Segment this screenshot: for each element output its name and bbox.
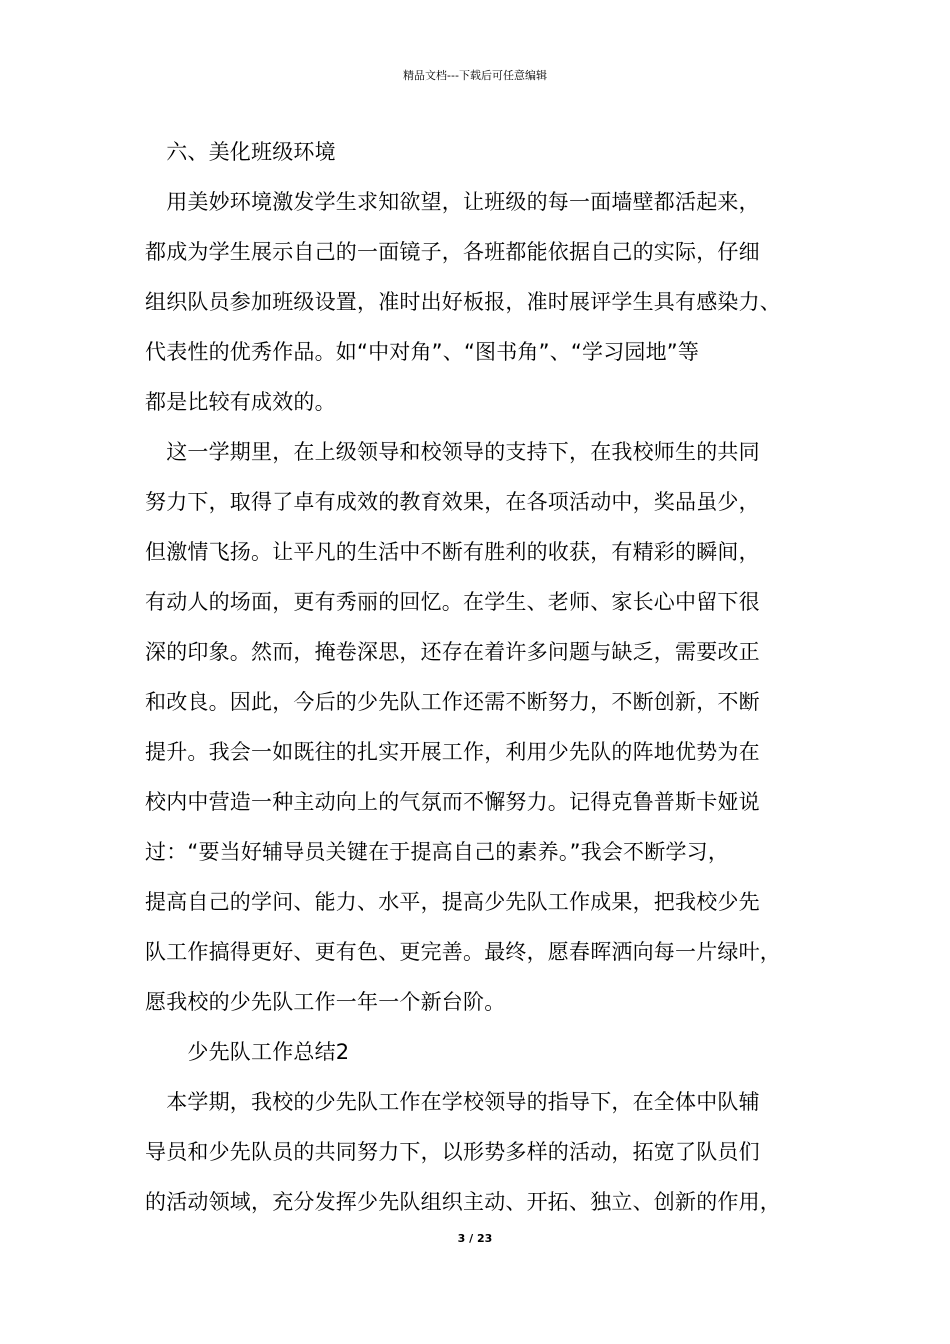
paragraph-line: 深的印象。然而，掩卷深思，还存在着许多问题与缺乏，需要改正	[145, 640, 760, 664]
paragraph-line: 努力下，取得了卓有成效的教育效果，在各项活动中，奖品虽少，	[145, 490, 760, 514]
paragraph-line: 都是比较有成效的。	[145, 390, 336, 414]
paragraph-line: 组织队员参加班级设置，准时出好板报，准时展评学生具有感染力、	[145, 290, 781, 314]
paragraph-line: 有动人的场面，更有秀丽的回忆。在学生、老师、家长心中留下很	[145, 590, 760, 614]
paragraph-line: 导员和少先队员的共同努力下，以形势多样的活动，拓宽了队员们	[145, 1140, 760, 1164]
paragraph-line: 用美妙环境激发学生求知欲望，让班级的每一面墙壁都活起来，	[145, 190, 760, 214]
paragraph-line: 过：“要当好辅导员关键在于提高自己的素养。”我会不断学习，	[145, 840, 730, 864]
paragraph-line: 愿我校的少先队工作一年一个新台阶。	[145, 990, 506, 1014]
paragraph-line: 校内中营造一种主动向上的气氛而不懈努力。记得克鲁普斯卡娅说	[145, 790, 760, 814]
section-title: 少先队工作总结2	[145, 1040, 350, 1064]
page-header: 精品文档---下载后可任意编辑	[403, 69, 547, 82]
paragraph-line: 这一学期里，在上级领导和校领导的支持下，在我校师生的共同	[145, 440, 760, 464]
paragraph-line: 代表性的优秀作品。如“中对角”、“图书角”、“学习园地”等	[145, 340, 700, 364]
paragraph-line: 但激情飞扬。让平凡的生活中不断有胜利的收获，有精彩的瞬间，	[145, 540, 760, 564]
section-heading: 六、美化班级环境	[145, 140, 336, 164]
paragraph-line: 提高自己的学问、能力、水平，提高少先队工作成果，把我校少先	[145, 890, 760, 914]
paragraph-line: 提升。我会一如既往的扎实开展工作，利用少先队的阵地优势为在	[145, 740, 760, 764]
paragraph-line: 都成为学生展示自己的一面镜子，各班都能依据自己的实际，仔细	[145, 240, 760, 264]
page-number: 3 / 23	[457, 1232, 493, 1245]
paragraph-line: 的活动领域，充分发挥少先队组织主动、开拓、独立、创新的作用，	[145, 1190, 781, 1214]
paragraph-line: 和改良。因此，今后的少先队工作还需不断努力，不断创新，不断	[145, 690, 760, 714]
paragraph-line: 队工作搞得更好、更有色、更完善。最终，愿春晖洒向每一片绿叶，	[145, 940, 781, 964]
paragraph-line: 本学期，我校的少先队工作在学校领导的指导下，在全体中队辅	[145, 1090, 760, 1114]
